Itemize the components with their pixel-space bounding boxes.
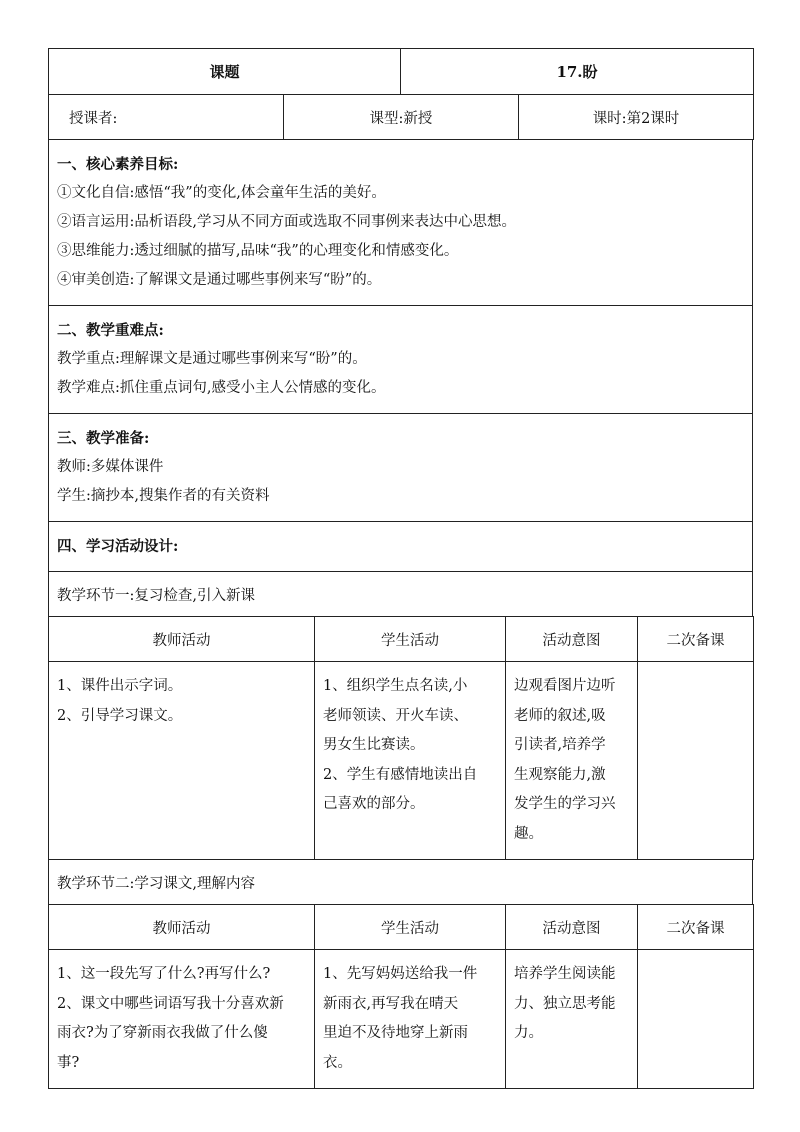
stage1-title: 教学环节一:复习检查,引入新课 bbox=[49, 572, 753, 617]
activity-line: 里迫不及待地穿上新雨 bbox=[323, 1025, 468, 1041]
section-item: 教师:多媒体课件 bbox=[57, 459, 164, 475]
activity-line: 1、这一段先写了什么?再写什么? bbox=[57, 966, 271, 982]
activity-line: 引读者,培养学 bbox=[514, 737, 606, 753]
activity-line: 衣。 bbox=[323, 1054, 352, 1071]
activity-line: 己喜欢的部分。 bbox=[323, 796, 425, 812]
teacher-activity-cell bbox=[49, 662, 315, 860]
column-header: 活动意图 bbox=[506, 905, 638, 950]
section-goals bbox=[49, 140, 753, 306]
activity-line: 2、课文中哪些词语写我十分喜欢新 bbox=[57, 995, 284, 1012]
activity-line: 力。 bbox=[514, 1025, 543, 1041]
section-preparation bbox=[49, 414, 753, 522]
activity-line: 1、组织学生点名读,小 bbox=[323, 678, 468, 694]
section-heading: 二、教学重难点: bbox=[57, 322, 164, 339]
column-header: 二次备课 bbox=[638, 617, 754, 662]
section-item: ④审美创造:了解课文是通过哪些事例来写“盼”的。 bbox=[57, 272, 382, 288]
stage2-title: 教学环节二:学习课文,理解内容 bbox=[49, 860, 753, 905]
stage1-table bbox=[48, 616, 754, 860]
header-table bbox=[48, 48, 754, 95]
section-activities bbox=[49, 522, 753, 572]
column-header: 教师活动 bbox=[49, 617, 315, 662]
topic-label: 课题 bbox=[49, 49, 401, 95]
second-prep-cell bbox=[638, 662, 754, 860]
column-header: 二次备课 bbox=[638, 905, 754, 950]
section-heading: 三、教学准备: bbox=[57, 430, 150, 447]
activity-line: 力、独立思考能 bbox=[514, 995, 616, 1012]
activity-line: 老师领读、开火车读、 bbox=[323, 707, 468, 724]
teacher-field: 授课者: bbox=[49, 95, 284, 140]
activity-line: 1、课件出示字词。 bbox=[57, 678, 183, 694]
intent-cell bbox=[506, 950, 638, 1089]
teacher-activity-cell bbox=[49, 950, 315, 1089]
activity-line: 事? bbox=[57, 1054, 80, 1071]
lesson-type: 课型:新授 bbox=[284, 95, 519, 140]
lesson-time: 课时:第2课时 bbox=[519, 95, 754, 140]
student-activity-cell bbox=[315, 950, 506, 1089]
section-item: ①文化自信:感悟“我”的变化,体会童年生活的美好。 bbox=[57, 185, 386, 201]
stage2-title-table bbox=[48, 859, 753, 905]
column-header: 教师活动 bbox=[49, 905, 315, 950]
activity-line: 2、引导学习课文。 bbox=[57, 707, 183, 724]
activity-line: 新雨衣,再写我在晴天 bbox=[323, 995, 459, 1012]
section-item: 教学重点:理解课文是通过哪些事例来写“盼”的。 bbox=[57, 351, 367, 367]
section-item: 教学难点:抓住重点词句,感受小主人公情感的变化。 bbox=[57, 380, 386, 396]
lesson-plan bbox=[48, 48, 753, 1089]
topic-value: 17.盼 bbox=[401, 49, 754, 95]
column-header: 学生活动 bbox=[315, 905, 506, 950]
activity-line: 1、先写妈妈送给我一件 bbox=[323, 966, 478, 982]
activity-line: 2、学生有感情地读出自 bbox=[323, 766, 478, 783]
sections-table bbox=[48, 139, 753, 617]
activity-line: 雨衣?为了穿新雨衣我做了什么傻 bbox=[57, 1025, 268, 1041]
section-item: 学生:摘抄本,搜集作者的有关资料 bbox=[57, 488, 270, 504]
activity-line: 老师的叙述,吸 bbox=[514, 707, 606, 724]
section-heading: 一、核心素养目标: bbox=[57, 156, 179, 173]
activity-line: 发学生的学习兴 bbox=[514, 796, 616, 812]
section-item: ③思维能力:透过细腻的描写,品味“我”的心理变化和情感变化。 bbox=[57, 243, 459, 259]
activity-line: 培养学生阅读能 bbox=[514, 966, 616, 982]
column-header: 活动意图 bbox=[506, 617, 638, 662]
column-header: 学生活动 bbox=[315, 617, 506, 662]
student-activity-cell bbox=[315, 662, 506, 860]
activity-line: 男女生比赛读。 bbox=[323, 737, 425, 753]
section-heading: 四、学习活动设计: bbox=[57, 538, 179, 555]
second-prep-cell bbox=[638, 950, 754, 1089]
section-keypoints bbox=[49, 306, 753, 414]
activity-line: 生观察能力,激 bbox=[514, 766, 606, 783]
activity-line: 边观看图片边听 bbox=[514, 678, 616, 694]
stage2-table bbox=[48, 904, 754, 1089]
activity-line: 趣。 bbox=[514, 825, 543, 842]
intent-cell bbox=[506, 662, 638, 860]
section-item: ②语言运用:品析语段,学习从不同方面或选取不同事例来表达中心思想。 bbox=[57, 214, 516, 230]
info-table bbox=[48, 94, 754, 140]
